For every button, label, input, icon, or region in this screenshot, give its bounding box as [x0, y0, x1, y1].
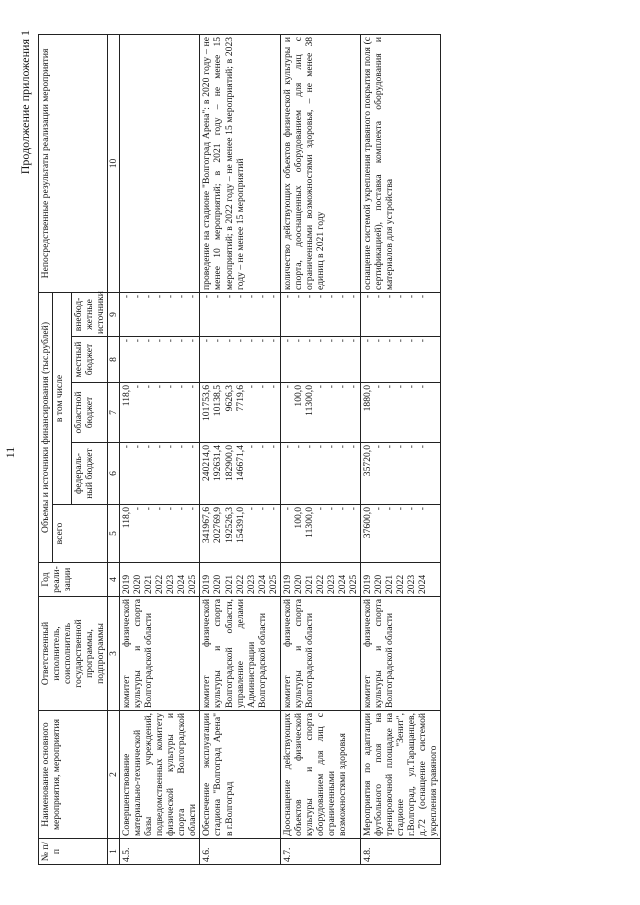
column-number: 6 [108, 443, 120, 505]
years: 2019 2020 2021 2022 2023 2024 2025 [280, 563, 360, 597]
table-row [360, 34, 440, 864]
table-row [280, 34, 360, 864]
years: 2019 2020 2021 2022 2023 2024 2025 [120, 563, 200, 597]
responsible-executor: комитет физической культуры и спорта Волгоградской области [120, 597, 200, 711]
continuation-note: Продолжение приложения 1 [18, 30, 32, 175]
header-responsible: Ответственный исполнитель, соисполнитель государственной программы, подпрограммы [39, 597, 108, 711]
local-amount: - - - - - - - [120, 337, 200, 383]
federal-amount: 35720,0 - - - - - [360, 443, 440, 505]
responsible-executor: комитет физической культуры и спорта Волгоградской области [360, 597, 440, 711]
regional-amount: 101753,6 10138,5 9626,3 7719,6 - - - [200, 383, 280, 443]
header-federal: федераль-ный бюджет [72, 443, 108, 505]
table-row [120, 34, 200, 864]
federal-amount: - - - - - - - [120, 443, 200, 505]
row-number: 4.8. [360, 839, 440, 865]
years: 2019 2020 2021 2022 2023 2024 [360, 563, 440, 597]
years: 2019 2020 2021 2022 2023 2024 2025 [200, 563, 280, 597]
header-regional: областной бюджет [72, 383, 108, 443]
column-number: 1 [108, 839, 120, 865]
column-number: 2 [108, 711, 120, 839]
header-results: Непосредственные результаты реализации мероприятия [39, 34, 108, 292]
program-table [38, 34, 441, 865]
extra-amount: - - - - - - - [120, 292, 200, 336]
header-funding: Объемы и источники финансирования (тыс.рублей) [39, 292, 53, 562]
activity-name: Обеспечение эксплуатации стадиона "Волгоград Арена" в г.Волгоград [200, 711, 280, 839]
column-number: 7 [108, 383, 120, 443]
row-number: 4.6. [200, 839, 280, 865]
row-number: 4.5. [120, 839, 200, 865]
result-text: проведение на стадионе "Волгоград Арена": в 2020 году – не менее 10 мероприятий; в 2021 году – не менее 15 мероприятий; в 2022 году – не менее 15 мероприятий; в 2023 году – не менее 15 мероприятий [200, 34, 280, 292]
column-number: 10 [108, 34, 120, 292]
local-amount: - - - - - - - [200, 337, 280, 383]
activity-name: Мероприятия по адаптации футбольного поля на тренировочной площадке на стадионе "Зенит", г.Волгоград, ул.Таращанцев, д.72 (оснащение системой укрепления травяного [360, 711, 440, 839]
total-amount: 37600,0 - - - - - [360, 505, 440, 563]
federal-amount: - - - - - - - [280, 443, 360, 505]
header-num: № п/п [39, 839, 108, 865]
local-amount: - - - - - - - [280, 337, 360, 383]
table-row [200, 34, 280, 864]
extra-amount: - - - - - - [360, 292, 440, 336]
header-local: местный бюджет [72, 337, 108, 383]
column-number: 9 [108, 292, 120, 336]
header-name: Наименование основного мероприятия, мероприятия [39, 711, 108, 839]
header-year: Год реали-зации [39, 563, 108, 597]
row-number: 4.7. [280, 839, 360, 865]
extra-amount: - - - - - - - [200, 292, 280, 336]
activity-name: Дооснащение действующих объектов физической культуры и спорта оборудованием для лиц с ограниченными возможностями здоровья [280, 711, 360, 839]
local-amount: - - - - - - [360, 337, 440, 383]
column-number: 3 [108, 597, 120, 711]
responsible-executor: комитет физической культуры и спорта Волгоградской области, управление делами Администрации Волгоградской области [200, 597, 280, 711]
responsible-executor: комитет физической культуры и спорта Волгоградской области [280, 597, 360, 711]
total-amount: - 100,0 11300,0 - - - - [280, 505, 360, 563]
page-number: 11 [3, 446, 17, 459]
header-extra: внебюд-жетные источники [72, 292, 108, 336]
column-number: 8 [108, 337, 120, 383]
result-text: оснащение системой укрепления травяного покрытия поля (с сертификацией), поставка комплекта оборудования и материалов для устройства [360, 34, 440, 292]
header-incl: в том числе [53, 292, 72, 504]
regional-amount: - 100,0 11300,0 - - - - [280, 383, 360, 443]
result-text [120, 34, 200, 292]
total-amount: 341967,6 202769,9 192526,3 154391,0 - - - [200, 505, 280, 563]
activity-name: Совершенствование материально-технической базы учреждений, подведомственных комитету физической культуры и спорта Волгоградской области [120, 711, 200, 839]
regional-amount: 118,0 - - - - - - [120, 383, 200, 443]
federal-amount: 240214,0 192631,4 182900,0 146671,4 - - - [200, 443, 280, 505]
header-total: всего [53, 505, 108, 563]
result-text: количество действующих объектов физической культуры и спорта, дооснащенных оборудованием для лиц с ограниченными возможностями здоровья, – не менее 38 единиц в 2021 году [280, 34, 360, 292]
total-amount: 118,0 - - - - - - [120, 505, 200, 563]
regional-amount: 1880,0 - - - - - [360, 383, 440, 443]
column-number: 4 [108, 563, 120, 597]
extra-amount: - - - - - - - [280, 292, 360, 336]
column-number: 5 [108, 505, 120, 563]
